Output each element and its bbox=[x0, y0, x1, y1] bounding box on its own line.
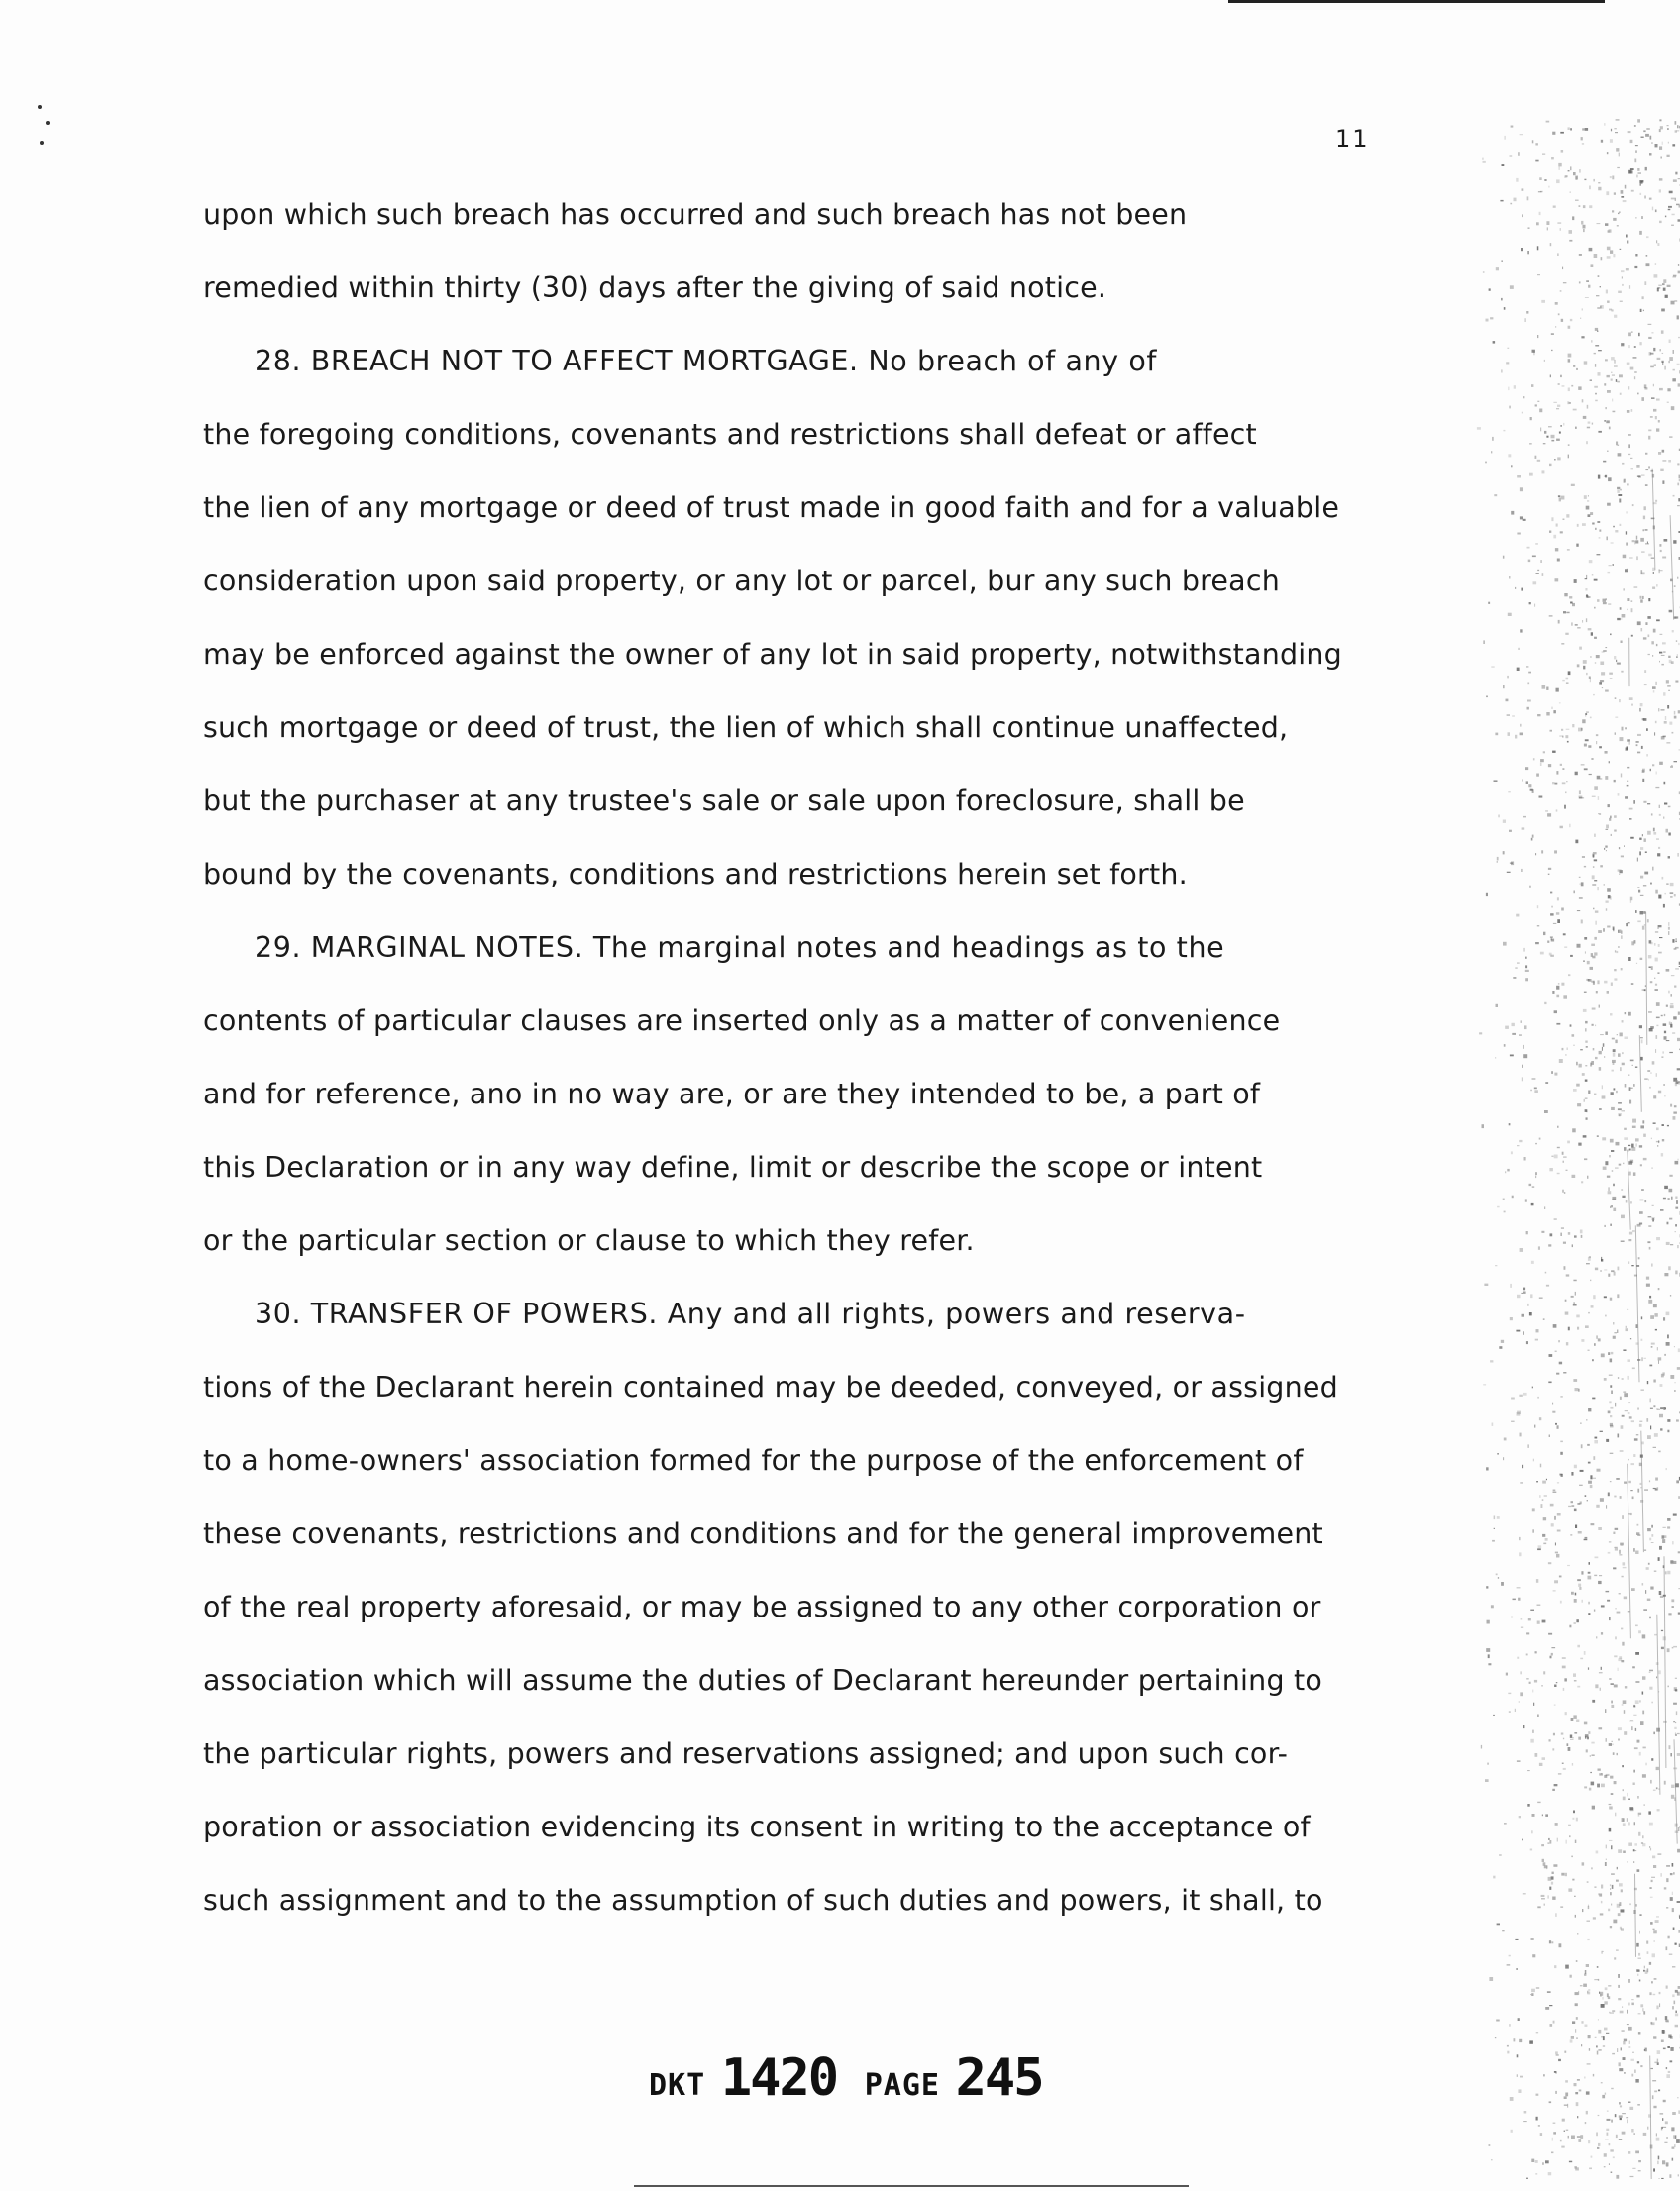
text-line: these covenants, restrictions and conditions and for the general improvement bbox=[203, 1517, 1323, 1550]
section-30-heading-line: 30. TRANSFER OF POWERS. Any and all rights, powers and reserva- bbox=[255, 1298, 1246, 1330]
section-29-heading-line: 29. MARGINAL NOTES. The marginal notes and headings as to the bbox=[255, 931, 1225, 964]
text-line: consideration upon said property, or any lot or parcel, bur any such breach bbox=[203, 565, 1280, 597]
text-line: the particular rights, powers and reservations assigned; and upon such cor- bbox=[203, 1737, 1289, 1770]
text-line: upon which such breach has occurred and such breach has not been bbox=[203, 198, 1188, 231]
top-edge-rule bbox=[1228, 0, 1605, 3]
document-body bbox=[203, 194, 1491, 1953]
text-line: of the real property aforesaid, or may be assigned to any other corporation or bbox=[203, 1591, 1321, 1623]
text-line: remedied within thirty (30) days after the giving of said notice. bbox=[203, 271, 1107, 304]
text-line: may be enforced against the owner of any lot in said property, notwithstanding bbox=[203, 638, 1342, 671]
text-line: poration or association evidencing its consent in writing to the acceptance of bbox=[203, 1811, 1311, 1843]
scan-speck bbox=[40, 141, 44, 145]
text-line: tions of the Declarant herein contained may be deeded, conveyed, or assigned bbox=[203, 1371, 1338, 1404]
bottom-edge-rule bbox=[634, 2185, 1189, 2187]
text-line: contents of particular clauses are inserted only as a matter of convenience bbox=[203, 1004, 1281, 1037]
text-line: such assignment and to the assumption of such duties and powers, it shall, to bbox=[203, 1884, 1323, 1917]
text-line: the lien of any mortgage or deed of trust made in good faith and for a valuable bbox=[203, 491, 1340, 524]
scan-speck bbox=[46, 121, 50, 125]
section-28-heading-line: 28. BREACH NOT TO AFFECT MORTGAGE. No breach of any of bbox=[255, 345, 1158, 377]
text-line: the foregoing conditions, covenants and restrictions shall defeat or affect bbox=[203, 418, 1257, 451]
text-line: and for reference, ano in no way are, or are they intended to be, a part of bbox=[203, 1078, 1261, 1110]
page-prefix: PAGE bbox=[864, 2068, 940, 2103]
text-line: such mortgage or deed of trust, the lien of which shall continue unaffected, bbox=[203, 711, 1289, 744]
recording-stamp bbox=[649, 2048, 1061, 2108]
book-prefix: DKT bbox=[649, 2068, 706, 2103]
text-line: but the purchaser at any trustee's sale or sale upon foreclosure, shall be bbox=[203, 784, 1245, 817]
stamp-page-number: 245 bbox=[955, 2048, 1043, 2108]
text-line: bound by the covenants, conditions and restrictions herein set forth. bbox=[203, 858, 1188, 890]
book-number: 1420 bbox=[720, 2048, 838, 2108]
text-line: or the particular section or clause to which they refer. bbox=[203, 1224, 975, 1257]
page-number: 11 bbox=[1335, 125, 1370, 153]
text-line: association which will assume the duties of Declarant hereunder pertaining to bbox=[203, 1664, 1323, 1697]
scan-speck bbox=[38, 105, 42, 109]
text-line: this Declaration or in any way define, limit or describe the scope or intent bbox=[203, 1151, 1263, 1184]
scan-edge-noise bbox=[1466, 119, 1680, 2179]
text-line: to a home-owners' association formed for the purpose of the enforcement of bbox=[203, 1444, 1304, 1477]
